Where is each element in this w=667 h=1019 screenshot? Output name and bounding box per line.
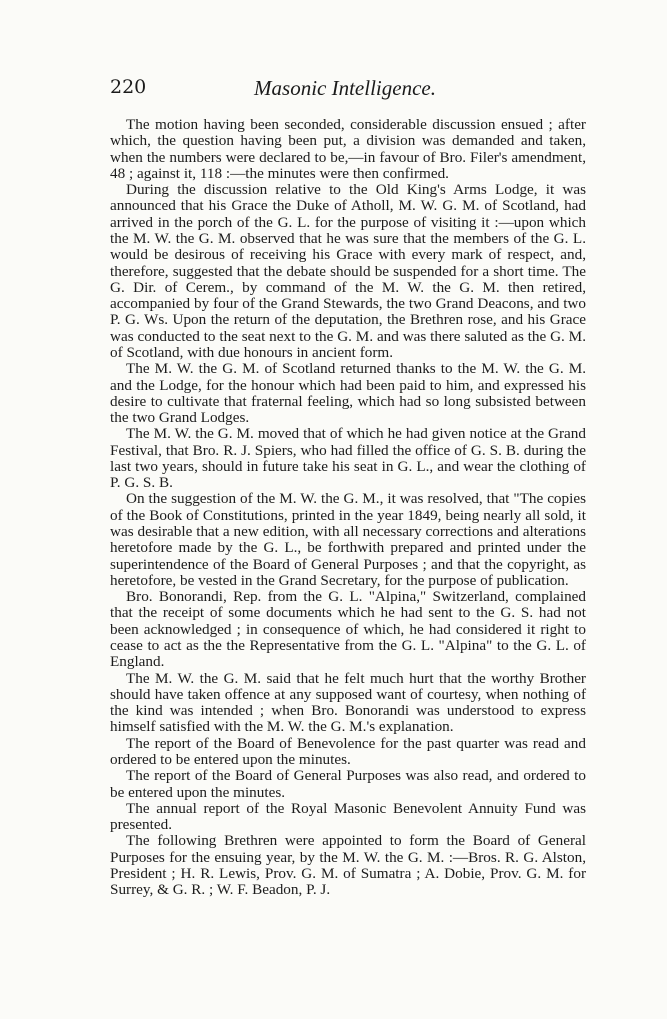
paragraph-spiers-motion: The M. W. the G. M. moved that of which he had given notice at the Grand Festival, that Bro. R. J. Spiers, who had filled the office of G. S. B. during the last two years, should in future take his seat in G. L., and wear the clothing of P. G. S. B.	[110, 425, 586, 492]
paragraph-gm-response: The M. W. the G. M. said that he felt much hurt that the worthy Brother should have taken offence at any supposed want of courtesy, when nothing of the kind was intended ; when Bro. Bonorandi was understood to express himself satisfied with the M. W. the G. M.'s explanation.	[110, 669, 586, 736]
page-number: 220	[110, 76, 147, 98]
paragraph-board-of-benevolence: The report of the Board of Benevolence for the past quarter was read and ordered to be entered upon the minutes.	[110, 734, 586, 768]
paragraph-book-of-constitutions: On the suggestion of the M. W. the G. M., it was resolved, that "The copies of the Book of Constitutions, printed in the year 1849, being nearly all sold, it was desirable that a new edition, with all necessary corrections and alterations heretofore made by the G. L., be forthwith prepared and printed under the superintendence of the Board of General Purposes ; and that the copyright, as heretofore, be vested in the Grand Secretary, for the purpose of publication.	[110, 490, 586, 589]
page-header	[110, 76, 580, 106]
paragraph-duke-of-atholl: During the discussion relative to the Old King's Arms Lodge, it was announced that his Grace the Duke of Atholl, M. W. G. M. of Scotland, had arrived in the porch of the G. L. for the purpose of visiting it :—upon which the M. W. the G. M. observed that he was sure that the members of the G. L. would be desirous of receiving his Grace with every mark of respect, and, therefore, suggested that the debate should be suspended for a short time. The G. Dir. of Cerem., by command of the M. W. the G. M. then retired, accompanied by four of the Grand Stewards, the two Grand Deacons, and two P. G. Ws. Upon the return of the deputation, the Brethren rose, and his Grace was conducted to the seat next to the G. M. and was there saluted as the G. M. of Scotland, with due honours in ancient form.	[110, 181, 586, 361]
paragraph-annuity-fund: The annual report of the Royal Masonic Benevolent Annuity Fund was presented.	[110, 799, 586, 834]
body-text	[110, 117, 586, 899]
running-title: Masonic Intelligence.	[254, 76, 436, 100]
paragraph-board-appointments: The following Brethren were appointed to form the Board of General Purposes for the ensuing year, by the M. W. the G. M. :—Bros. R. G. Alston, President ; H. R. Lewis, Prov. G. M. of Sumatra ; A. Dobie, Prov. G. M. for Surrey, & G. R. ; W. F. Beadon, P. J.	[110, 832, 586, 899]
paragraph-general-purposes-report: The report of the Board of General Purposes was also read, and ordered to be entered upon the minutes.	[110, 767, 586, 801]
paragraph-bonorandi-complaint: Bro. Bonorandi, Rep. from the G. L. "Alpina," Switzerland, complained that the receipt of some documents which he had sent to the G. S. had not been acknowledged ; in consequence of which, he had considered it right to cease to act as the the Representative from the G. L. "Alpina" to the G. L. of England.	[110, 588, 586, 671]
paragraph-thanks-returned: The M. W. the G. M. of Scotland returned thanks to the M. W. the G. M. and the Lodge, for the honour which had been paid to him, and expressed his desire to cultivate that fraternal feeling, which had so long subsisted between the two Grand Lodges.	[110, 360, 586, 427]
paragraph-motion-seconded: The motion having been seconded, considerable discussion ensued ; after which, the question having been put, a division was demanded and taken, when the numbers were declared to be,—in favour of Bro. Filer's amendment, 48 ; against it, 118 :—the minutes were then confirmed.	[110, 116, 586, 182]
